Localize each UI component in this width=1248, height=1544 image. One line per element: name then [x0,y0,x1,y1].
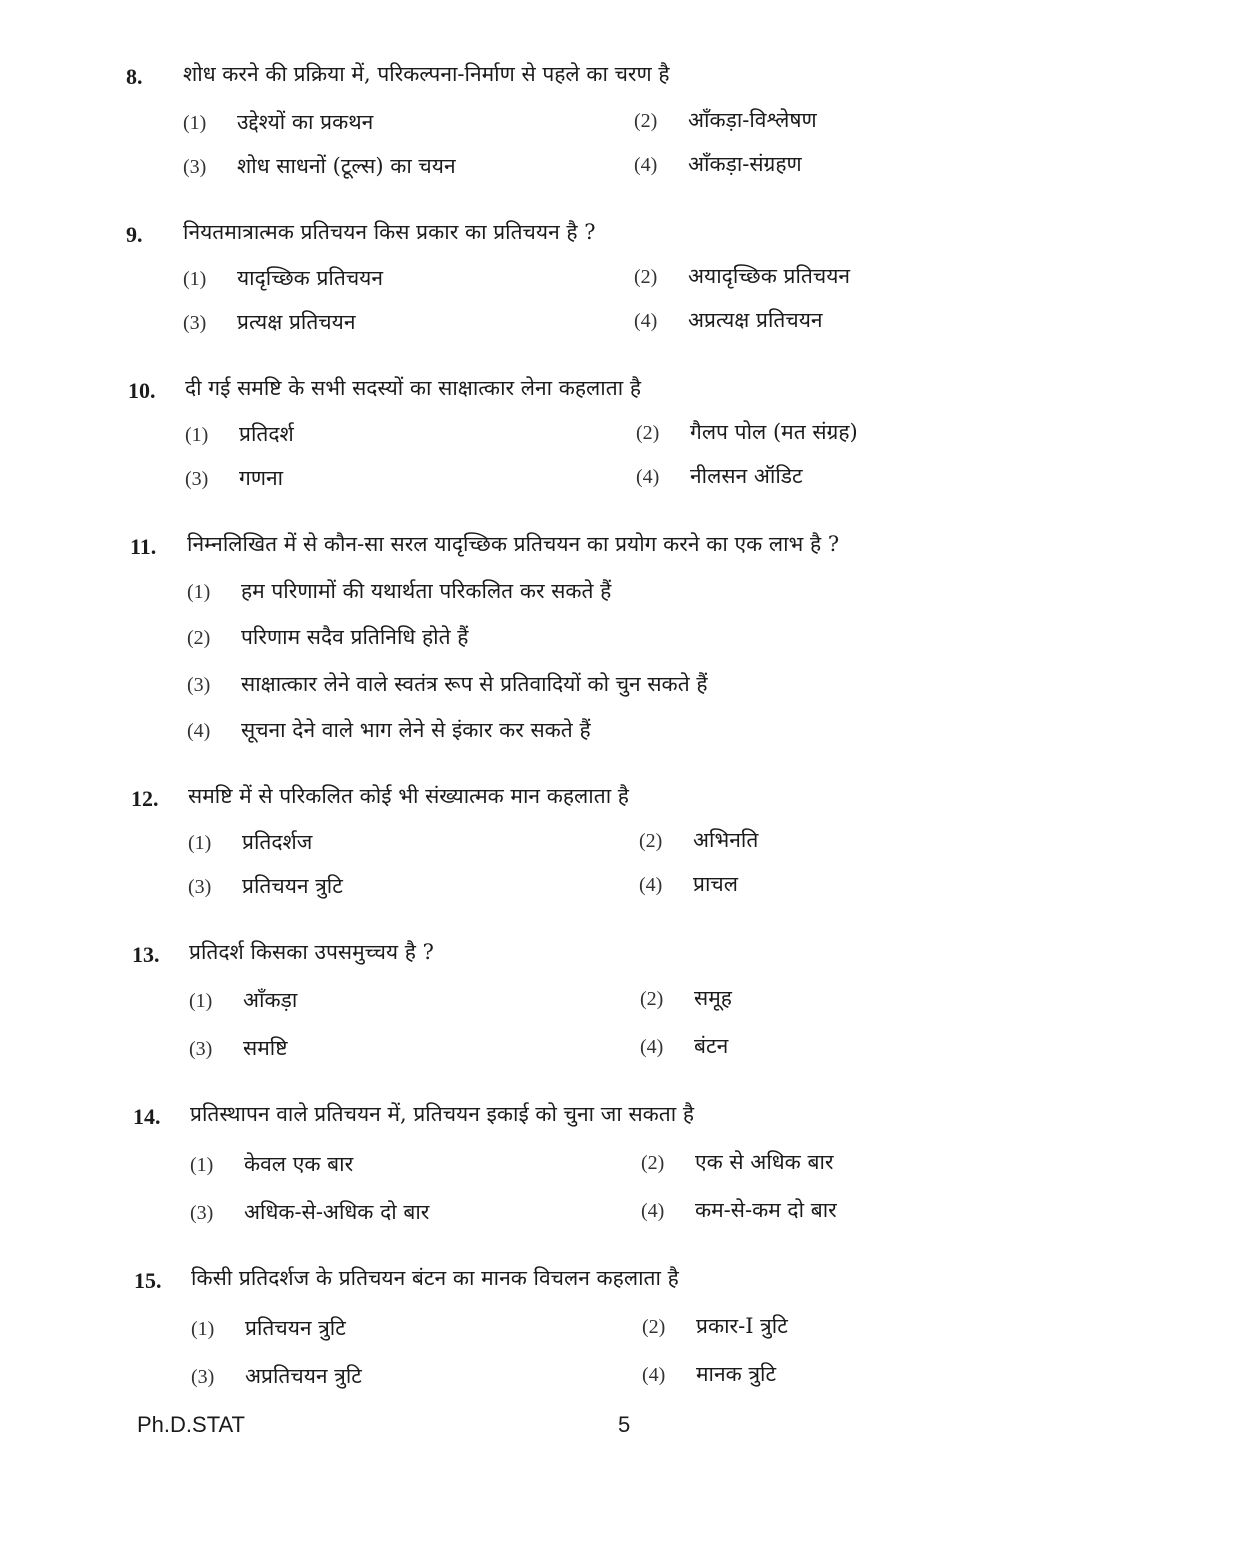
question-text: दी गई समष्टि के सभी सदस्यों का साक्षात्कार लेना कहलाता है [185,376,641,400]
option-3: (3) साक्षात्कार लेने वाले स्वतंत्र रूप से प्रतिवादियों को चुन सकते हैं [187,672,708,696]
option-2: (2) प्रकार-I त्रुटि [642,1314,788,1338]
question-text: प्रतिदर्श किसका उपसमुच्चय है ? [189,940,434,964]
option-4: (4) कम-से-कम दो बार [641,1198,837,1222]
option-3: (3) शोध साधनों (टूल्स) का चयन [183,154,456,178]
option-1: (1) यादृच्छिक प्रतिचयन [183,266,383,290]
option-1: (1) प्रतिदर्शज [188,830,313,854]
question-text: प्रतिस्थापन वाले प्रतिचयन में, प्रतिचयन इकाई को चुना जा सकता है [190,1102,695,1126]
option-3: (3) गणना [185,466,284,490]
question-text: नियतमात्रात्मक प्रतिचयन किस प्रकार का प्रतिचयन है ? [183,220,596,244]
option-4: (4) प्राचल [639,872,738,896]
option-2: (2) परिणाम सदैव प्रतिनिधि होते हैं [187,625,469,649]
option-3: (3) प्रत्यक्ष प्रतिचयन [183,310,356,334]
option-2: (2) आँकड़ा-विश्लेषण [634,108,817,132]
option-4: (4) नीलसन ऑडिट [636,464,803,488]
option-3: (3) अधिक-से-अधिक दो बार [190,1200,430,1224]
option-2: (2) एक से अधिक बार [641,1150,834,1174]
question-text: शोध करने की प्रक्रिया में, परिकल्पना-निर्माण से पहले का चरण है [183,62,670,86]
option-2: (2) गैलप पोल (मत संग्रह) [636,420,858,444]
question-text: किसी प्रतिदर्शज के प्रतिचयन बंटन का मानक विचलन कहलाता है [191,1266,679,1290]
question-number: 14. [133,1104,161,1129]
option-4: (4) मानक त्रुटि [642,1362,777,1386]
question-number: 13. [132,942,160,967]
option-2: (2) अयादृच्छिक प्रतिचयन [634,264,851,288]
question-number: 10. [128,378,156,403]
question-text: निम्नलिखित में से कौन-सा सरल यादृच्छिक प्रतिचयन का प्रयोग करने का एक लाभ है ? [187,532,840,556]
option-1: (1) आँकड़ा [189,988,298,1012]
option-3: (3) प्रतिचयन त्रुटि [188,874,343,898]
question-number: 9. [126,222,143,247]
option-3: (3) अप्रतिचयन त्रुटि [191,1364,362,1388]
option-4: (4) अप्रत्यक्ष प्रतिचयन [634,308,823,332]
option-3: (3) समष्टि [189,1036,288,1060]
paper-code: Ph.D.STAT [137,1412,245,1437]
question-number: 12. [131,786,159,811]
question-number: 8. [126,64,143,89]
question-number: 11. [130,534,157,559]
option-2: (2) समूह [640,986,732,1010]
option-4: (4) सूचना देने वाले भाग लेने से इंकार कर सकते हैं [187,718,591,742]
option-2: (2) अभिनति [639,828,759,852]
question-number: 15. [134,1268,162,1293]
option-4: (4) बंटन [640,1034,729,1058]
question-text: समष्टि में से परिकलित कोई भी संख्यात्मक मान कहलाता है [188,784,629,808]
option-1: (1) प्रतिदर्श [185,422,294,446]
option-1: (1) केवल एक बार [190,1152,354,1176]
option-1: (1) प्रतिचयन त्रुटि [191,1316,346,1340]
option-4: (4) आँकड़ा-संग्रहण [634,152,802,176]
option-1: (1) हम परिणामों की यथार्थता परिकलित कर सकते हैं [187,579,612,603]
page-number: 5 [618,1412,631,1437]
option-1: (1) उद्देश्यों का प्रकथन [183,110,374,134]
